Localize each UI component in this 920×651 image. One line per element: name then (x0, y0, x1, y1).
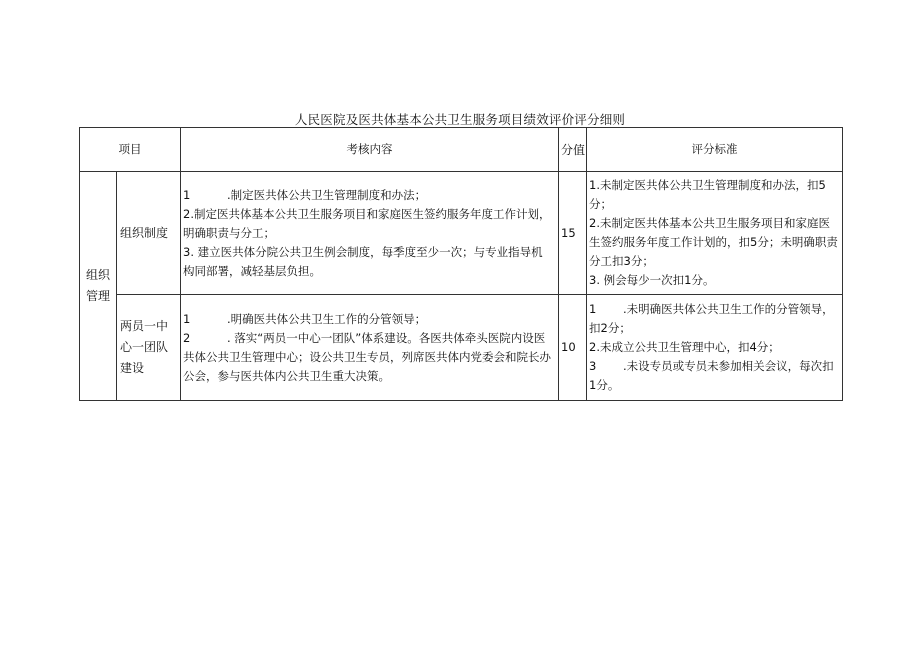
standard-line: 2.未成立公共卫生管理中心，扣4分； (589, 340, 780, 354)
standard-cell (587, 295, 843, 401)
content-line: 2.制定医共体基本公共卫生服务项目和家庭医生签约服务年度工作计划，明确职责与分工； (183, 206, 551, 240)
header-content: 考核内容 (181, 128, 559, 172)
subitem-cell: 两员一中心一团队建设 (117, 295, 181, 401)
score-cell: 10 (559, 295, 587, 401)
standard-line: 1.未制定医共体公共卫生管理制度和办法，扣5分； (589, 178, 826, 211)
content-line: 3. 建立医共体分院公共卫生例会制度，每季度至少一次；与专业指导机构同部署，减轻基层负担。 (183, 244, 543, 278)
standard-cell (587, 172, 843, 295)
scoring-table (79, 127, 843, 401)
standard-line: 3. 例会每少一次扣1分。 (589, 273, 715, 287)
header-standard: 评分标准 (587, 128, 843, 172)
content-line: 1 .明确医共体公共卫生工作的分管领导； (183, 311, 427, 326)
standard-line: 2.未制定医共体基本公共卫生服务项目和家庭医生签约服务年度工作计划的，扣5分；未明确职责分工扣3分； (589, 216, 838, 268)
content-line: 1 .制定医共体公共卫生管理制度和办法； (183, 187, 427, 202)
content-cell (181, 172, 559, 295)
content-line: 2 . 落实“两员一中心一团队”体系建设。各医共体牵头医院内设医共体公共卫生管理中心；设公共卫生专员，列席医共体内党委会和院长办公会，参与医共体内公共卫生重大决策。 (183, 330, 551, 383)
score-cell: 15 (559, 172, 587, 295)
subitem-cell: 组织制度 (117, 172, 181, 295)
document-title: 人民医院及医共体基本公共卫生服务项目绩效评价评分细则 (294, 112, 626, 127)
header-score: 分值 (559, 128, 587, 172)
table-row (80, 172, 843, 295)
category-cell: 组织管理 (80, 172, 117, 401)
standard-line: 1 .未明确医共体公共卫生工作的分管领导，扣2分； (589, 302, 834, 335)
header-item: 项目 (80, 128, 181, 172)
table-header-row (80, 128, 843, 172)
content-cell (181, 295, 559, 401)
table-row (80, 295, 843, 401)
standard-line: 3 .未设专员或专员未参加相关会议，每次扣1分。 (589, 359, 834, 392)
